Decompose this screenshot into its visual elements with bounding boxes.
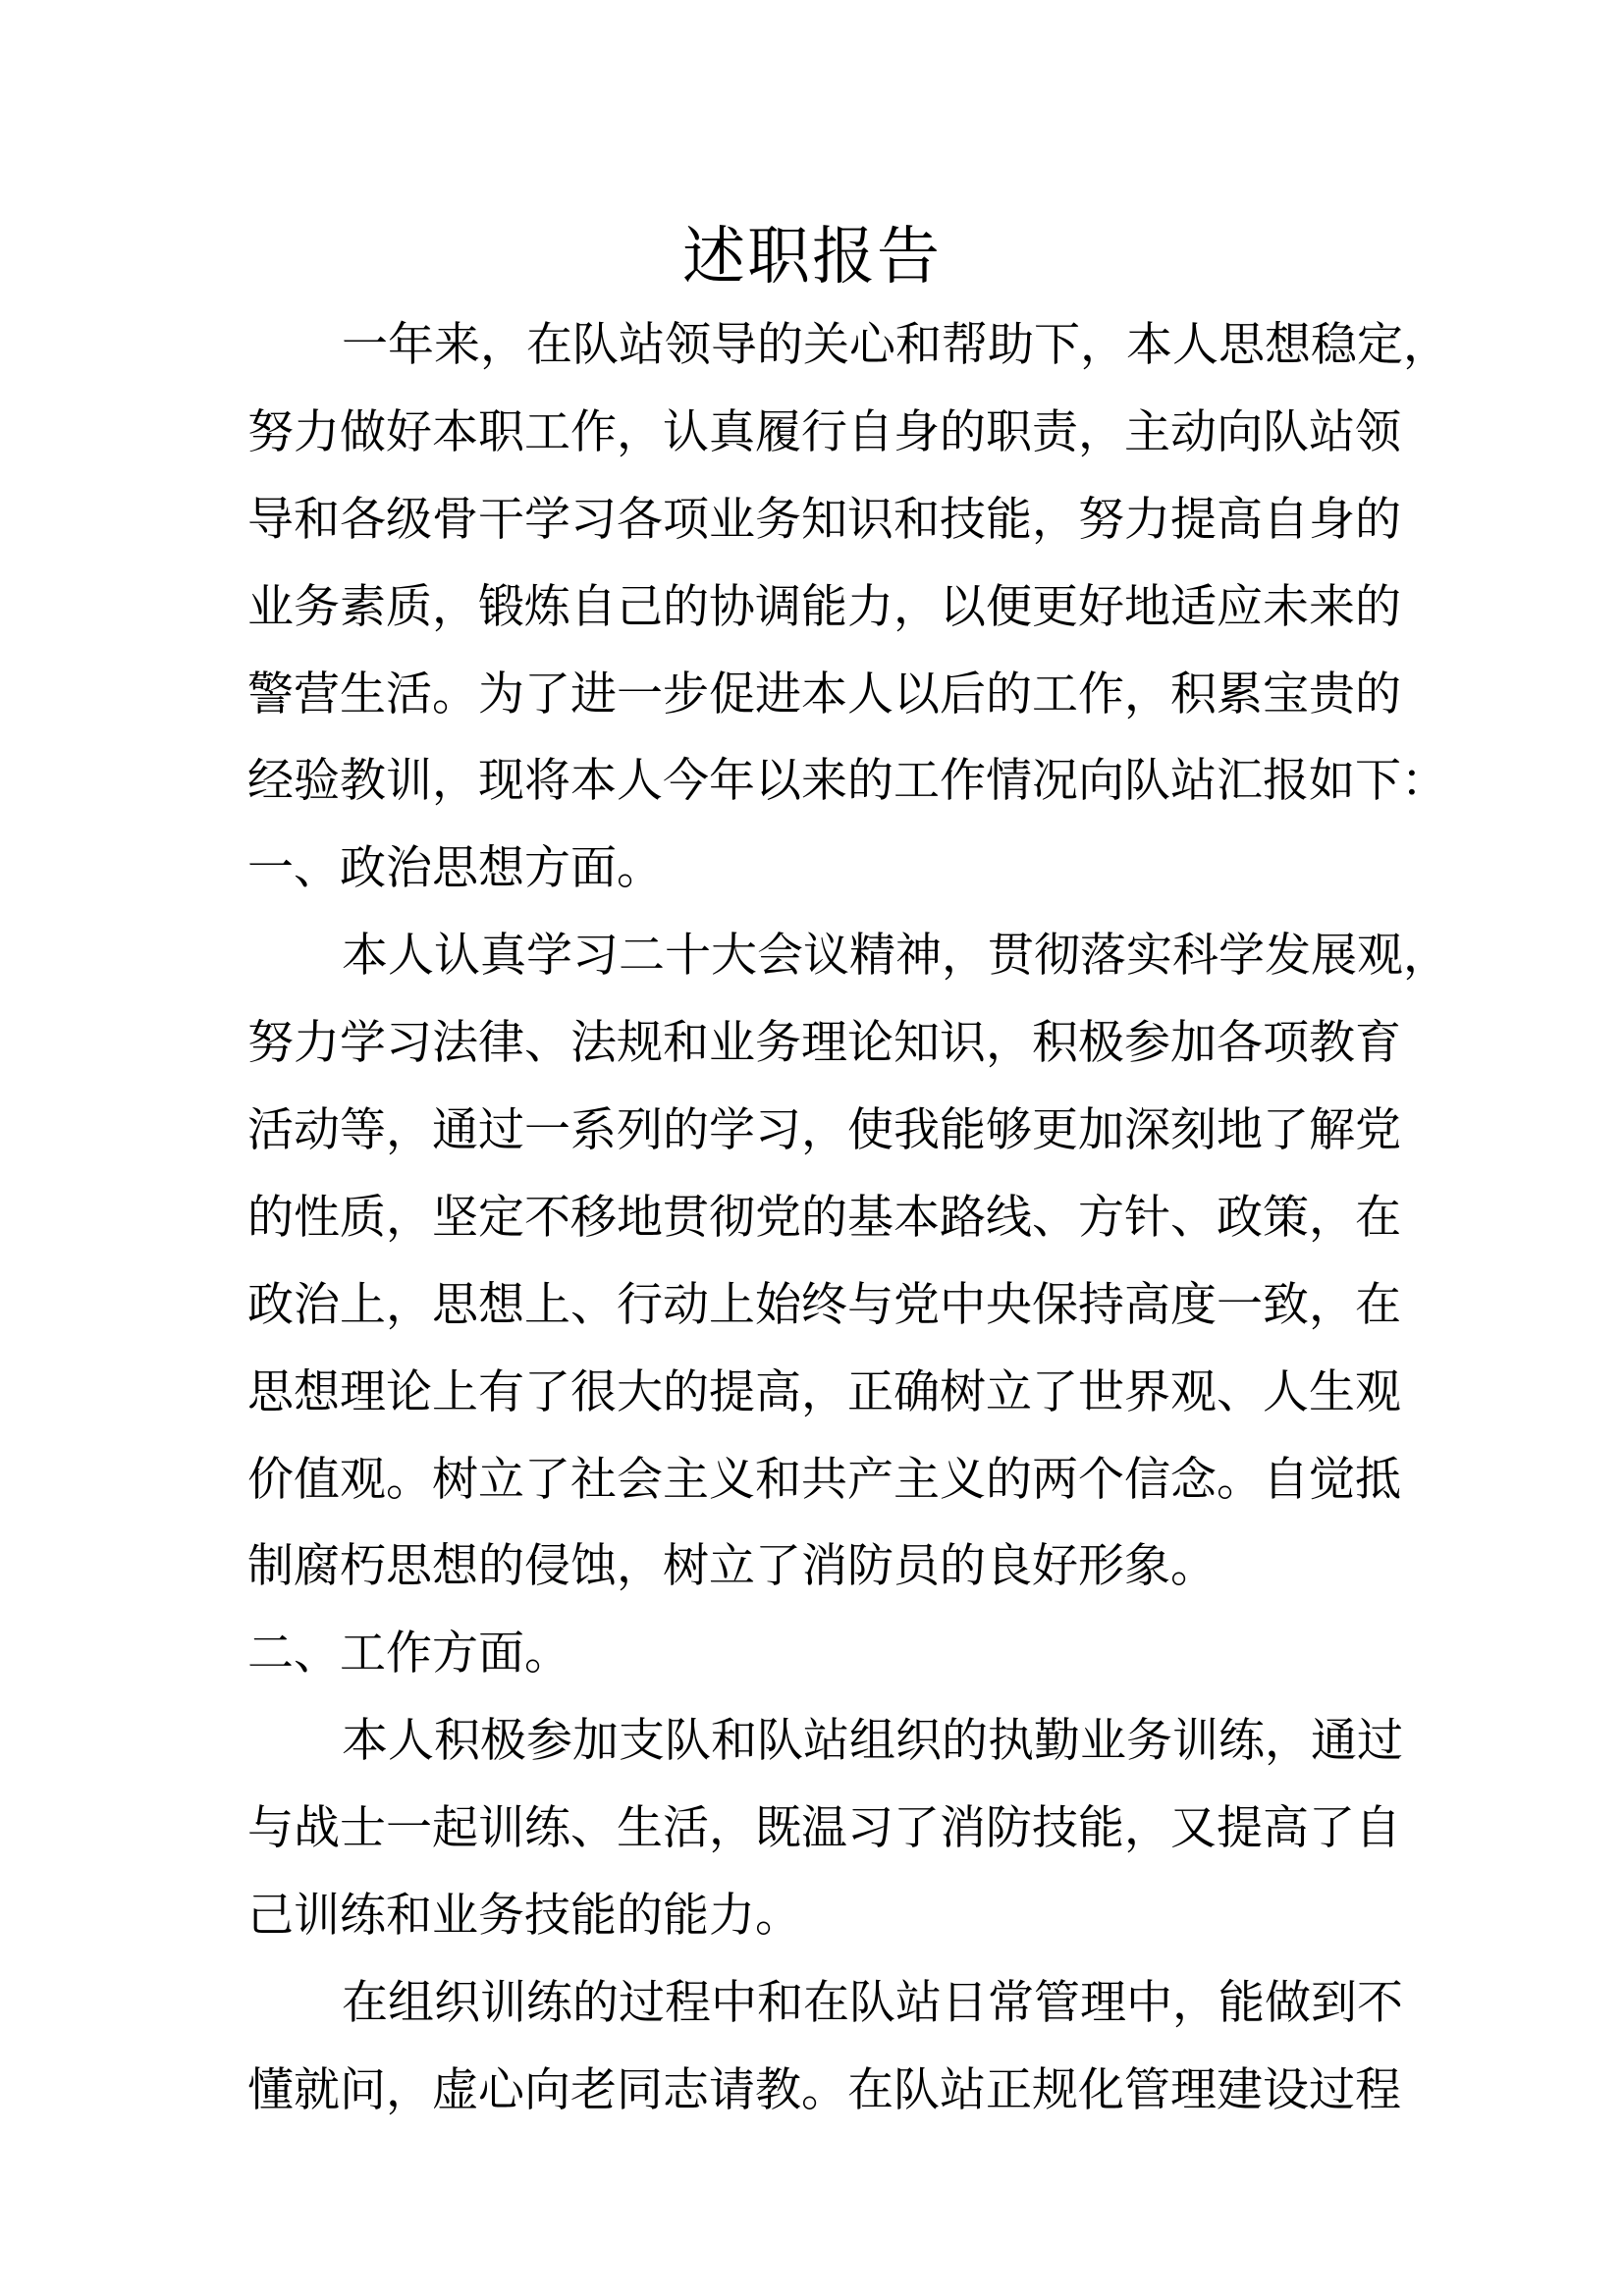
text-line: 经验教训，现将本人今年以来的工作情况向队站汇报如下： — [247, 754, 1447, 809]
text-line: 懂就问，虚心向老同志请教。在队站正规化管理建设过程 — [247, 2062, 1401, 2117]
section-heading — [247, 826, 1386, 913]
paragraph — [247, 1698, 1403, 1960]
text-line: 思想理论上有了很大的提高，正确树立了世界观、人生观 — [247, 1364, 1401, 1419]
text-line: 努力做好本职工作，认真履行自身的职责，主动向队站领 — [247, 404, 1401, 459]
text-line: 导和各级骨干学习各项业务知识和技能，努力提高自身的 — [247, 492, 1401, 547]
text-line: 一年来，在队站领导的关心和帮助下，本人思想稳定， — [342, 318, 1449, 372]
paragraph — [247, 1960, 1403, 2135]
text-line: 努力学习法律、法规和业务理论知识，积极参加各项教育 — [247, 1016, 1401, 1071]
paragraph — [247, 302, 1449, 826]
text-line: 己训练和业务技能的能力。 — [247, 1889, 801, 1944]
text-line: 活动等，通过一系列的学习，使我能够更加深刻地了解党 — [247, 1103, 1401, 1158]
text-line: 本人积极参加支队和队站组织的执勤业务训练，通过 — [342, 1714, 1403, 1769]
section-heading — [247, 1611, 1386, 1698]
document-title: 述职报告 — [682, 221, 942, 294]
text-line: 价值观。树立了社会主义和共产主义的两个信念。自觉抵 — [247, 1452, 1401, 1507]
text-line: 二、工作方面。 — [247, 1627, 570, 1682]
text-line: 业务素质，锻炼自己的协调能力，以便更好地适应未来的 — [247, 579, 1401, 634]
text-line: 制腐朽思想的侵蚀，树立了消防员的良好形象。 — [247, 1539, 1217, 1594]
text-line: 一、政治思想方面。 — [247, 841, 663, 896]
text-line: 与战士一起训练、生活，既温习了消防技能，又提高了自 — [247, 1801, 1401, 1856]
text-line: 在组织训练的过程中和在队站日常管理中，能做到不 — [342, 1975, 1403, 2030]
paragraph — [247, 913, 1449, 1611]
text-line: 警营生活。为了进一步促进本人以后的工作，积累宝贵的 — [247, 667, 1401, 721]
text-line: 的性质，坚定不移地贯彻党的基本路线、方针、政策，在 — [247, 1190, 1401, 1245]
document-body — [247, 302, 1449, 2135]
text-line: 政治上，思想上、行动上始终与党中央保持高度一致，在 — [247, 1277, 1401, 1332]
text-line: 本人认真学习二十大会议精神，贯彻落实科学发展观， — [342, 929, 1449, 984]
